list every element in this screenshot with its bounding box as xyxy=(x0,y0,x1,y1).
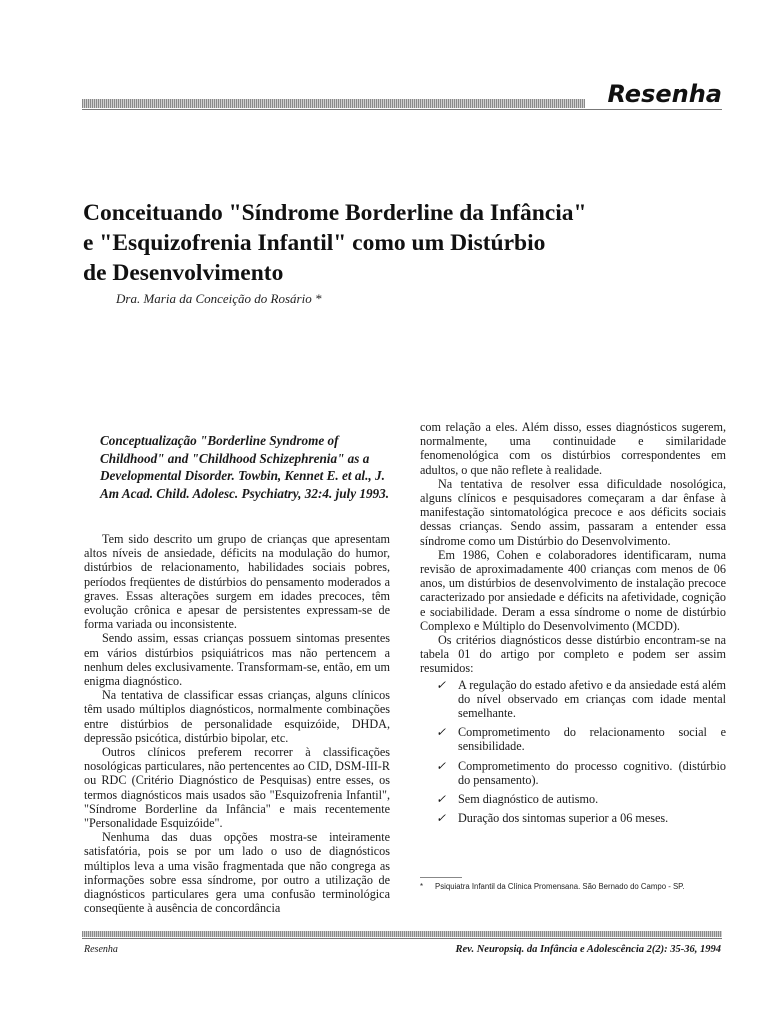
checkmark-icon: ✓ xyxy=(436,677,447,692)
author: Dra. Maria da Conceição do Rosário * xyxy=(116,291,322,306)
footer-citation: Rev. Neuropsiq. da Infância e Adolescência 2(2): 35-36, 1994 xyxy=(455,944,721,955)
footnote-rule xyxy=(420,877,462,878)
footnote xyxy=(420,882,725,891)
paragraph: Nenhuma das duas opções mostra-se inteiramente satisfatória, pois se por um lado o uso de diagnósticos múltiplos leva a uma visão fragmentada que não congrega as informações sobre essa síndrome, por outro a utilização de diagnósticos particulares gera uma confusão terminológica conseqüente à ausência de concordância xyxy=(84,830,390,916)
left-column xyxy=(84,420,390,915)
paragraph: Em 1986, Cohen e colaboradores identificaram, numa revisão de aproximadamente 400 crianças com menos de 06 anos, um distúrbios de desenvolvimento de instalação precoce caracterizado por ansiedade e déficits na afetividade, cognição e sociabilidade. Deram a essa síndrome o nome de distúrbio Complexo e Múltiplo do Desenvolvimento (MCDD). xyxy=(420,547,726,633)
footnote-mark: * xyxy=(420,882,424,891)
header-rule xyxy=(82,109,722,110)
criterion-text: Comprometimento do processo cognitivo. (distúrbio do pensamento). xyxy=(458,758,726,787)
criterion-text: Duração dos sintomas superior a 06 meses. xyxy=(458,811,669,826)
criterion-text: Sem diagnóstico de autismo. xyxy=(458,792,599,807)
footer-rule xyxy=(82,938,722,939)
header-decorative-bar xyxy=(82,99,585,108)
title-line-2: e "Esquizofrenia Infantil" como um Distúrbio xyxy=(83,230,546,256)
title-line-3: de Desenvolvimento xyxy=(83,260,284,286)
section-label: Resenha xyxy=(607,80,722,108)
paragraph: Na tentativa de resolver essa dificuldade nosológica, alguns clínicos e pesquisadores começaram a dar ênfase à manifestação sintomatológica precoce e aos déficits sociais dessas crianças. Sendo assim, passaram a entender essa síndrome como um Distúrbio do Desenvolvimento. xyxy=(420,476,726,548)
paragraph: Tem sido descrito um grupo de crianças que apresentam altos níveis de ansiedade, déficits na modulação do humor, distúrbios de relacionamento, habilidades sociais pobres, períodos freqüentes de distúrbios do pensamento moderados a graves. Essas alterações surgem em idades precoces, têm evolução crônica e apesar de persistentes expressam-se de forma variada ou inconsistente. xyxy=(84,532,390,632)
checkmark-icon: ✓ xyxy=(436,792,447,807)
paragraph: Sendo assim, essas crianças possuem sintomas presentes em vários distúrbios psiquiátricos mas não pertencem a nenhum deles exclusivamente. Transformam-se, então, em um enigma diagnóstico. xyxy=(84,631,390,689)
list-item xyxy=(420,759,726,787)
paragraph: Na tentativa de classificar essas crianças, alguns clínicos têm usado múltiplos diagnósticos, normalmente combinações entre distúrbios de personalidade esquizóide, DHDA, depressão psicótica, distúrbio bipolar, etc. xyxy=(84,688,390,745)
paragraph-continuation: com relação a eles. Além disso, esses diagnósticos sugerem, normalmente, uma continuidade e similaridade fenomenológica com os distúrbios correspondentes em adultos, o que não reflete à realidade. xyxy=(420,420,726,477)
footer-decorative-bar xyxy=(82,931,722,937)
list-item xyxy=(420,792,726,806)
checkmark-icon: ✓ xyxy=(436,758,447,773)
article-title xyxy=(83,198,723,288)
list-item xyxy=(420,725,726,753)
title-line-1: Conceituando "Síndrome Borderline da Infância" xyxy=(83,200,587,226)
criterion-text: A regulação do estado afetivo e da ansiedade está além do nível observado em crianças com idade mental semelhante. xyxy=(458,677,726,721)
footer-section-label: Resenha xyxy=(84,944,118,955)
paragraph: Os critérios diagnósticos desse distúrbio encontram-se na tabela 01 do artigo por completo e podem ser assim resumidos: xyxy=(420,633,726,676)
footnote-text: Psiquiatra Infantil da Clínica Promensana. São Bernado do Campo - SP. xyxy=(435,882,685,891)
right-column xyxy=(420,420,726,830)
list-item xyxy=(420,678,726,721)
reviewed-article-reference: Conceptualização "Borderline Syndrome of Childhood" and "Childhood Schizephrenia" as a Developmental Disorder. Towbin, Kennet E. et al., J. Am Acad. Child. Adolesc. Psychiatry, 32:4. july 1993. xyxy=(100,433,390,501)
checkmark-icon: ✓ xyxy=(436,725,447,740)
paragraph: Outros clínicos preferem recorrer à classificações nosológicas particulares, não pertencentes ao CID, DSM-III-R ou RDC (Critério Diagnóstico de Pesquisas) entre esses, os termos diagnósticos mais usados são "Esquizofrenia Infantil", "Síndrome Borderline da Infância" e mais recentemente "Personalidade Esquizóide". xyxy=(84,745,390,831)
list-item xyxy=(420,811,726,825)
criteria-list xyxy=(420,678,726,826)
checkmark-icon: ✓ xyxy=(436,811,447,826)
criterion-text: Comprometimento do relacionamento social e sensibilidade. xyxy=(458,725,726,754)
